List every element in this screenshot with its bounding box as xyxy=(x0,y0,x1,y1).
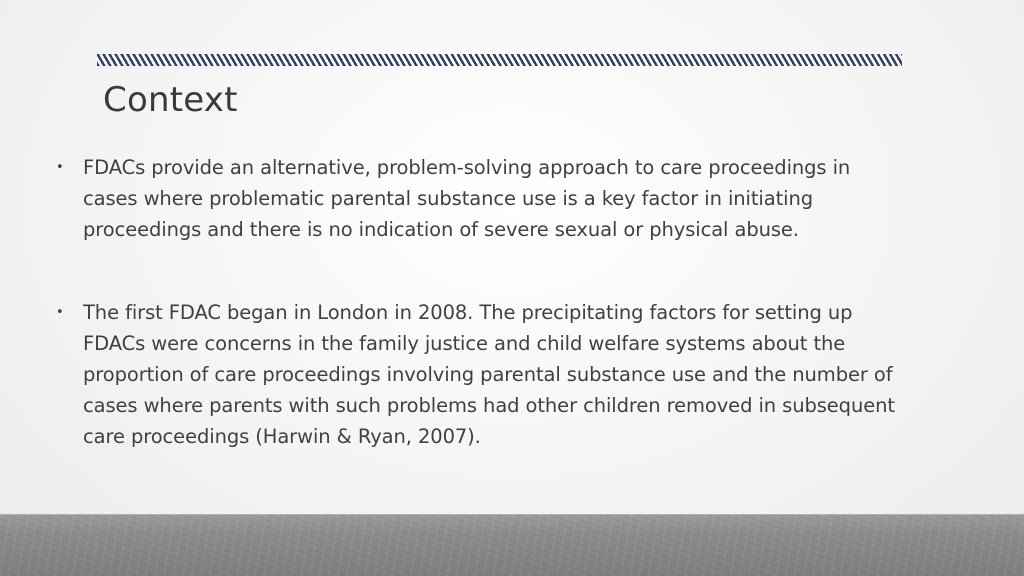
slide-title: Context xyxy=(103,80,238,120)
bullet-text: FDACs provide an alternative, problem-solving approach to care proceedings in cases where problematic parental substance use is a key factor in initiating proceedings and there is no indication of severe sexual or physical abuse. xyxy=(83,156,851,241)
bullet-marker: • xyxy=(56,160,64,175)
floor-texture-band xyxy=(0,514,1024,576)
title-accent-hatch-bar xyxy=(97,54,902,66)
bullet-text: The first FDAC began in London in 2008. The precipitating factors for setting up FDACs were concerns in the family justice and child welfare systems about the proportion of care proceedings involving parental substance use and the number of cases where parents with such problems had other children removed in subsequent care proceedings (Harwin & Ryan, 2007). xyxy=(83,301,895,448)
bullet-item xyxy=(56,152,906,245)
bullet-item xyxy=(56,297,906,452)
bullet-marker: • xyxy=(56,305,64,320)
